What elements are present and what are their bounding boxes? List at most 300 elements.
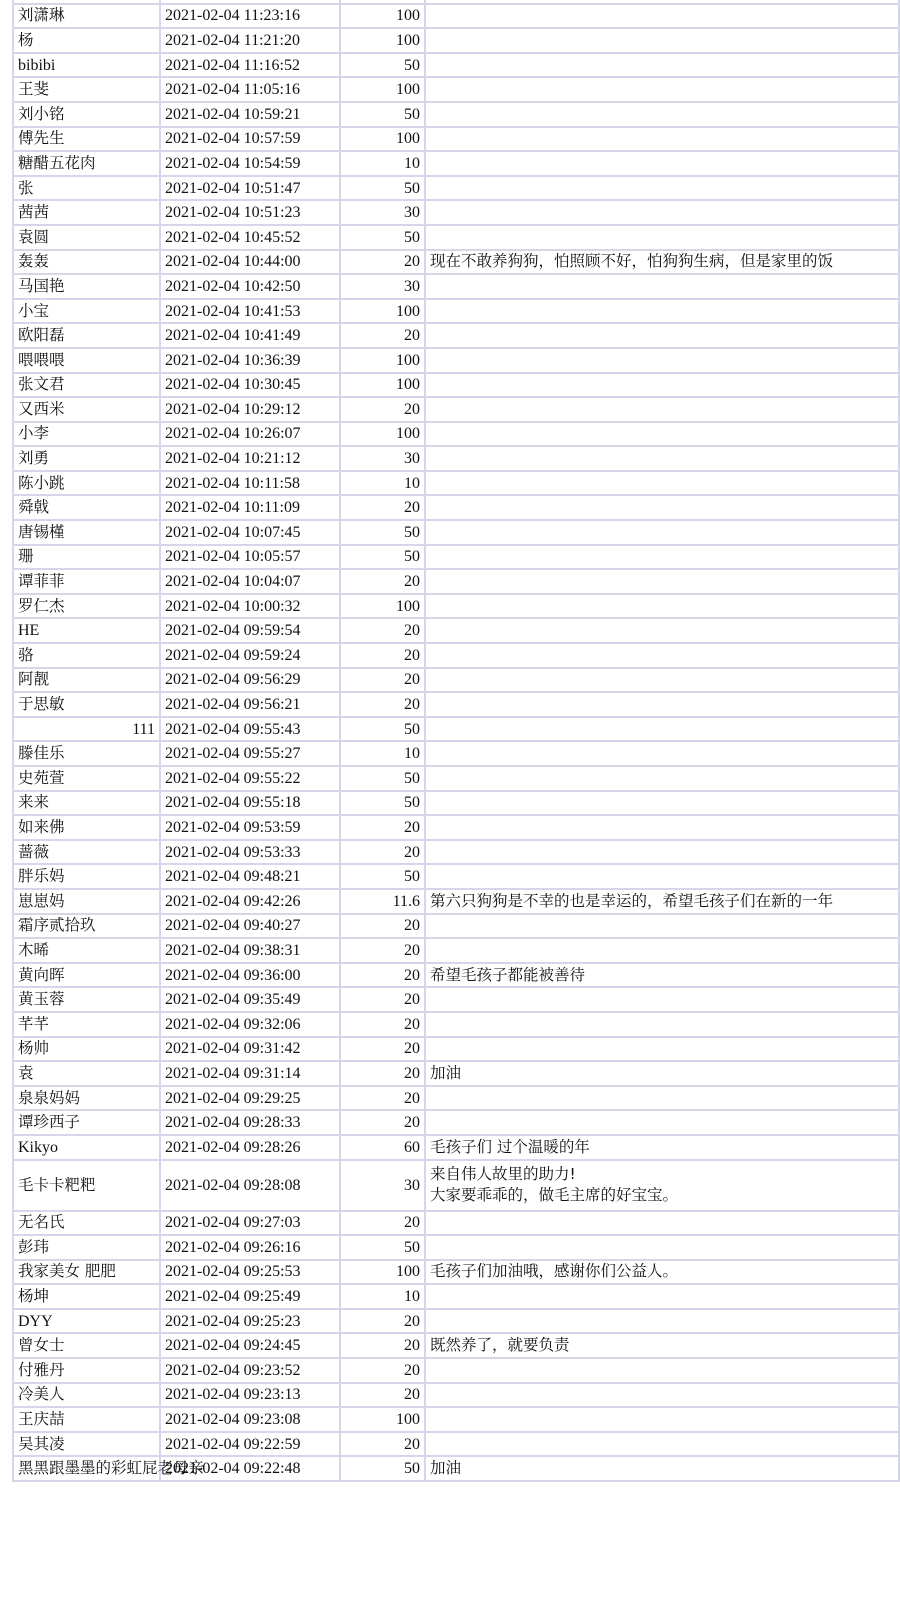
name-cell: [13, 815, 160, 840]
time-text: 2021-02-04 09:32:06: [165, 1015, 301, 1033]
name-cell: [13, 1061, 160, 1086]
amount-cell: [340, 1456, 425, 1481]
table-row: [13, 299, 899, 324]
time-cell: [160, 741, 340, 766]
amount-text: 20: [404, 1040, 420, 1058]
time-cell: [160, 151, 340, 176]
table-row: [13, 569, 899, 594]
amount-cell: [340, 864, 425, 889]
amount-cell: [340, 1061, 425, 1086]
table-row: [13, 1235, 899, 1260]
name-cell: [13, 274, 160, 299]
message-cell: [425, 1407, 899, 1432]
amount-text: 20: [404, 818, 420, 836]
amount-cell: [340, 791, 425, 816]
time-text: 2021-02-04 09:55:18: [165, 794, 301, 812]
table-row: [13, 1432, 899, 1457]
message-cell: [425, 1235, 899, 1260]
message-cell: [425, 1037, 899, 1062]
time-cell: [160, 1358, 340, 1383]
amount-text: 20: [404, 843, 420, 861]
name-cell: [13, 373, 160, 398]
table-row: [13, 446, 899, 471]
message-cell: [425, 151, 899, 176]
name-cell: [13, 397, 160, 422]
time-cell: [160, 28, 340, 53]
amount-text: 100: [396, 597, 420, 615]
time-cell: [160, 569, 340, 594]
amount-text: 100: [396, 81, 420, 99]
time-cell: [160, 1211, 340, 1236]
amount-cell: [340, 1333, 425, 1358]
time-text: 2021-02-04 10:57:59: [165, 130, 301, 148]
message-cell: [425, 1333, 899, 1358]
time-cell: [160, 1309, 340, 1334]
time-text: 2021-02-04 11:23:16: [165, 7, 300, 25]
amount-cell: [340, 1235, 425, 1260]
table-row: [13, 422, 899, 447]
message-cell: [425, 446, 899, 471]
table-row: [13, 520, 899, 545]
name-cell: [13, 1358, 160, 1383]
time-text: 2021-02-04 10:00:32: [165, 597, 301, 615]
time-text: 2021-02-04 09:28:26: [165, 1138, 301, 1156]
time-cell: [160, 889, 340, 914]
time-text: 2021-02-04 10:30:45: [165, 376, 301, 394]
time-text: 2021-02-04 09:40:27: [165, 917, 301, 935]
amount-text: 50: [404, 794, 420, 812]
name-text: 小李: [18, 424, 50, 443]
name-text: 胖乐妈: [18, 867, 65, 886]
name-cell: [13, 1160, 160, 1211]
amount-cell: [340, 1135, 425, 1160]
time-cell: [160, 1110, 340, 1135]
name-text: 滕佳乐: [18, 744, 65, 763]
time-cell: [160, 127, 340, 152]
amount-cell: [340, 1160, 425, 1211]
message-cell: [425, 225, 899, 250]
time-cell: [160, 987, 340, 1012]
name-text: 珊: [18, 547, 34, 566]
amount-cell: [340, 274, 425, 299]
name-cell: [13, 1260, 160, 1285]
amount-cell: [340, 299, 425, 324]
amount-text: 20: [404, 646, 420, 664]
message-cell: [425, 495, 899, 520]
name-text: 唐锡槿: [18, 522, 65, 541]
message-cell: [425, 791, 899, 816]
amount-text: 10: [404, 1288, 420, 1306]
time-text: 2021-02-04 10:45:52: [165, 228, 301, 246]
amount-text: 50: [404, 1460, 420, 1478]
time-cell: [160, 471, 340, 496]
amount-cell: [340, 1086, 425, 1111]
amount-cell: [340, 766, 425, 791]
time-cell: [160, 225, 340, 250]
name-cell: [13, 889, 160, 914]
time-cell: [160, 520, 340, 545]
name-text: 史苑萱: [18, 768, 65, 787]
name-cell: [13, 914, 160, 939]
time-text: 2021-02-04 10:42:50: [165, 277, 301, 295]
message-text: 加油: [430, 1459, 462, 1478]
time-text: 2021-02-04 11:21:20: [165, 31, 300, 49]
amount-cell: [340, 569, 425, 594]
name-cell: [13, 864, 160, 889]
name-cell: [13, 323, 160, 348]
name-text: 黄向晖: [18, 965, 65, 984]
name-cell: [13, 1407, 160, 1432]
message-cell: [425, 889, 899, 914]
name-text: 傅先生: [18, 129, 65, 148]
time-text: 2021-02-04 09:28:08: [165, 1176, 301, 1194]
amount-text: 20: [404, 622, 420, 640]
name-text: 黄玉蓉: [18, 990, 65, 1009]
time-text: 2021-02-04 09:56:29: [165, 671, 301, 689]
name-cell: [13, 741, 160, 766]
message-cell: [425, 373, 899, 398]
amount-text: 20: [404, 1312, 420, 1330]
time-cell: [160, 864, 340, 889]
time-cell: [160, 692, 340, 717]
name-text: 冷美人: [18, 1385, 65, 1404]
message-cell: [425, 1309, 899, 1334]
table-row: [13, 1012, 899, 1037]
amount-text: 20: [404, 573, 420, 591]
message-cell: [425, 1135, 899, 1160]
amount-cell: [340, 1309, 425, 1334]
name-cell: [13, 102, 160, 127]
amount-text: 20: [404, 1064, 420, 1082]
message-cell: [425, 594, 899, 619]
table-row: [13, 668, 899, 693]
name-cell: [13, 643, 160, 668]
time-cell: [160, 1383, 340, 1408]
message-text: 加油: [430, 1063, 462, 1082]
message-cell: [425, 1383, 899, 1408]
amount-cell: [340, 618, 425, 643]
amount-text: 100: [396, 351, 420, 369]
amount-cell: [340, 28, 425, 53]
amount-cell: [340, 1037, 425, 1062]
time-text: 2021-02-04 09:53:59: [165, 818, 301, 836]
amount-text: 50: [404, 179, 420, 197]
name-text: 刘潇琳: [18, 6, 65, 25]
table-row: [13, 717, 899, 742]
name-cell: [13, 4, 160, 29]
name-text: 崽崽妈: [18, 891, 65, 910]
amount-cell: [340, 643, 425, 668]
name-cell: [13, 766, 160, 791]
time-text: 2021-02-04 11:16:52: [165, 56, 300, 74]
time-text: 2021-02-04 09:23:13: [165, 1386, 301, 1404]
amount-text: 60: [404, 1138, 420, 1156]
name-text: 无名氏: [18, 1213, 65, 1232]
message-cell: [425, 274, 899, 299]
message-cell: [425, 766, 899, 791]
time-text: 2021-02-04 09:31:42: [165, 1040, 301, 1058]
time-text: 2021-02-04 09:25:23: [165, 1312, 301, 1330]
name-text: 谭菲菲: [18, 572, 65, 591]
name-cell: [13, 77, 160, 102]
name-text: 小宝: [18, 301, 50, 320]
time-text: 2021-02-04 09:29:25: [165, 1089, 301, 1107]
time-cell: [160, 840, 340, 865]
table-row: [13, 1383, 899, 1408]
time-text: 2021-02-04 09:55:43: [165, 720, 301, 738]
table-row: [13, 77, 899, 102]
amount-cell: [340, 1432, 425, 1457]
message-cell: [425, 200, 899, 225]
name-cell: [13, 422, 160, 447]
message-cell: [425, 397, 899, 422]
name-text: DYY: [18, 1312, 53, 1330]
name-text: 杨: [18, 30, 34, 49]
amount-cell: [340, 520, 425, 545]
name-cell: [13, 1012, 160, 1037]
message-cell: [425, 1260, 899, 1285]
time-cell: [160, 373, 340, 398]
table-row: [13, 840, 899, 865]
name-text: 杨帅: [18, 1039, 50, 1058]
table-row: [13, 643, 899, 668]
name-text: HE: [18, 622, 40, 640]
message-cell: [425, 668, 899, 693]
name-cell: [13, 717, 160, 742]
time-text: 2021-02-04 10:59:21: [165, 105, 301, 123]
amount-text: 20: [404, 941, 420, 959]
table-row: [13, 495, 899, 520]
amount-cell: [340, 53, 425, 78]
message-cell: [425, 1160, 899, 1211]
time-text: 2021-02-04 10:26:07: [165, 425, 301, 443]
amount-text: 20: [404, 991, 420, 1009]
message-cell: [425, 299, 899, 324]
amount-text: 20: [404, 1435, 420, 1453]
message-cell: [425, 422, 899, 447]
name-text: 袁圆: [18, 227, 50, 246]
name-cell: [13, 1235, 160, 1260]
amount-text: 20: [404, 1015, 420, 1033]
amount-text: 50: [404, 228, 420, 246]
table-row: [13, 1211, 899, 1236]
table-row: [13, 176, 899, 201]
time-text: 2021-02-04 10:44:00: [165, 253, 301, 271]
name-cell: [13, 200, 160, 225]
time-text: 2021-02-04 10:51:47: [165, 179, 301, 197]
amount-text: 10: [404, 474, 420, 492]
time-text: 2021-02-04 09:22:59: [165, 1435, 301, 1453]
name-text: Kikyo: [18, 1138, 58, 1156]
name-cell: [13, 471, 160, 496]
name-text: 来来: [18, 793, 50, 812]
time-text: 2021-02-04 09:31:14: [165, 1064, 301, 1082]
message-text: 来自伟人故里的助力! 大家要乖乖的，做毛主席的好宝宝。: [430, 1165, 679, 1204]
amount-cell: [340, 741, 425, 766]
name-cell: [13, 1211, 160, 1236]
name-cell: [13, 1086, 160, 1111]
message-cell: [425, 545, 899, 570]
time-cell: [160, 1160, 340, 1211]
time-text: 2021-02-04 09:56:21: [165, 696, 301, 714]
amount-cell: [340, 938, 425, 963]
time-cell: [160, 274, 340, 299]
message-text: 毛孩子们 过个温暖的年: [430, 1137, 590, 1156]
amount-text: 100: [396, 130, 420, 148]
amount-text: 50: [404, 105, 420, 123]
amount-cell: [340, 594, 425, 619]
time-text: 2021-02-04 09:23:08: [165, 1411, 301, 1429]
name-cell: [13, 299, 160, 324]
message-cell: [425, 569, 899, 594]
amount-cell: [340, 1012, 425, 1037]
name-text: 吴其凌: [18, 1434, 65, 1453]
message-cell: [425, 643, 899, 668]
name-cell: [13, 176, 160, 201]
name-text: 刘小铭: [18, 104, 65, 123]
message-cell: [425, 864, 899, 889]
amount-cell: [340, 1383, 425, 1408]
name-cell: [13, 151, 160, 176]
amount-text: 20: [404, 917, 420, 935]
table-row: [13, 1407, 899, 1432]
time-cell: [160, 77, 340, 102]
amount-cell: [340, 397, 425, 422]
name-text: 轰轰: [18, 252, 50, 271]
amount-text: 100: [396, 7, 420, 25]
time-text: 2021-02-04 09:25:53: [165, 1263, 301, 1281]
time-text: 2021-02-04 10:05:57: [165, 548, 301, 566]
message-cell: [425, 1110, 899, 1135]
amount-text: 20: [404, 499, 420, 517]
amount-cell: [340, 889, 425, 914]
amount-cell: [340, 840, 425, 865]
message-cell: [425, 1284, 899, 1309]
table-row: [13, 889, 899, 914]
table-row: [13, 938, 899, 963]
time-cell: [160, 299, 340, 324]
message-cell: [425, 348, 899, 373]
amount-text: 20: [404, 1386, 420, 1404]
time-cell: [160, 53, 340, 78]
name-cell: [13, 1309, 160, 1334]
name-text: 刘勇: [18, 449, 50, 468]
name-text: 曾女士: [18, 1336, 65, 1355]
table-row: [13, 225, 899, 250]
name-text: 张文君: [18, 375, 65, 394]
time-text: 2021-02-04 11:05:16: [165, 81, 300, 99]
amount-cell: [340, 323, 425, 348]
time-text: 2021-02-04 10:41:49: [165, 327, 301, 345]
table-row: [13, 1086, 899, 1111]
message-cell: [425, 741, 899, 766]
time-text: 2021-02-04 09:36:00: [165, 966, 301, 984]
name-text: 阿靓: [18, 670, 50, 689]
amount-text: 100: [396, 31, 420, 49]
message-cell: [425, 914, 899, 939]
message-text: 现在不敢养狗狗，怕照顾不好，怕狗狗生病，但是家里的饭: [430, 252, 834, 271]
message-cell: [425, 963, 899, 988]
name-text: 喂喂喂: [18, 350, 65, 369]
time-cell: [160, 250, 340, 275]
table-row: [13, 348, 899, 373]
time-text: 2021-02-04 09:55:22: [165, 769, 301, 787]
message-cell: [425, 987, 899, 1012]
table-row: [13, 102, 899, 127]
name-text: 茜茜: [18, 203, 50, 222]
table-row: [13, 1110, 899, 1135]
amount-cell: [340, 1284, 425, 1309]
table-row: [13, 250, 899, 275]
name-text: 糖醋五花肉: [18, 153, 96, 172]
time-text: 2021-02-04 09:26:16: [165, 1238, 301, 1256]
time-cell: [160, 1061, 340, 1086]
name-text: 蔷薇: [18, 842, 50, 861]
amount-text: 11.6: [392, 892, 420, 910]
name-text: 又西米: [18, 399, 65, 418]
time-cell: [160, 1012, 340, 1037]
name-text: 彭玮: [18, 1237, 50, 1256]
name-cell: [13, 446, 160, 471]
amount-cell: [340, 963, 425, 988]
name-cell: [13, 53, 160, 78]
amount-text: 20: [404, 1089, 420, 1107]
amount-cell: [340, 1211, 425, 1236]
name-text: 骆: [18, 645, 34, 664]
amount-cell: [340, 914, 425, 939]
name-text: 毛卡卡粑粑: [18, 1175, 96, 1194]
message-text: 毛孩子们加油哦，感谢你们公益人。: [430, 1262, 679, 1281]
table-row: [13, 373, 899, 398]
message-text: 既然养了，就要负责: [430, 1336, 570, 1355]
time-text: 2021-02-04 10:11:09: [165, 499, 300, 517]
name-cell: [13, 791, 160, 816]
time-cell: [160, 914, 340, 939]
amount-cell: [340, 495, 425, 520]
name-text: 陈小跳: [18, 473, 65, 492]
amount-text: 100: [396, 425, 420, 443]
time-cell: [160, 938, 340, 963]
time-cell: [160, 1284, 340, 1309]
amount-cell: [340, 102, 425, 127]
message-cell: [425, 176, 899, 201]
amount-text: 10: [404, 745, 420, 763]
time-cell: [160, 1432, 340, 1457]
table-row: [13, 274, 899, 299]
amount-cell: [340, 151, 425, 176]
amount-text: 50: [404, 868, 420, 886]
name-cell: [13, 250, 160, 275]
amount-cell: [340, 348, 425, 373]
amount-cell: [340, 422, 425, 447]
amount-text: 20: [404, 696, 420, 714]
table-row: [13, 200, 899, 225]
amount-cell: [340, 446, 425, 471]
time-text: 2021-02-04 10:04:07: [165, 573, 301, 591]
amount-text: 20: [404, 1337, 420, 1355]
name-cell: [13, 28, 160, 53]
table-row: [13, 151, 899, 176]
time-cell: [160, 815, 340, 840]
amount-cell: [340, 545, 425, 570]
message-cell: [425, 692, 899, 717]
time-cell: [160, 323, 340, 348]
amount-text: 100: [396, 302, 420, 320]
amount-text: 20: [404, 1114, 420, 1132]
name-text: 罗仁杰: [18, 596, 65, 615]
name-cell: [13, 840, 160, 865]
table-row: [13, 987, 899, 1012]
